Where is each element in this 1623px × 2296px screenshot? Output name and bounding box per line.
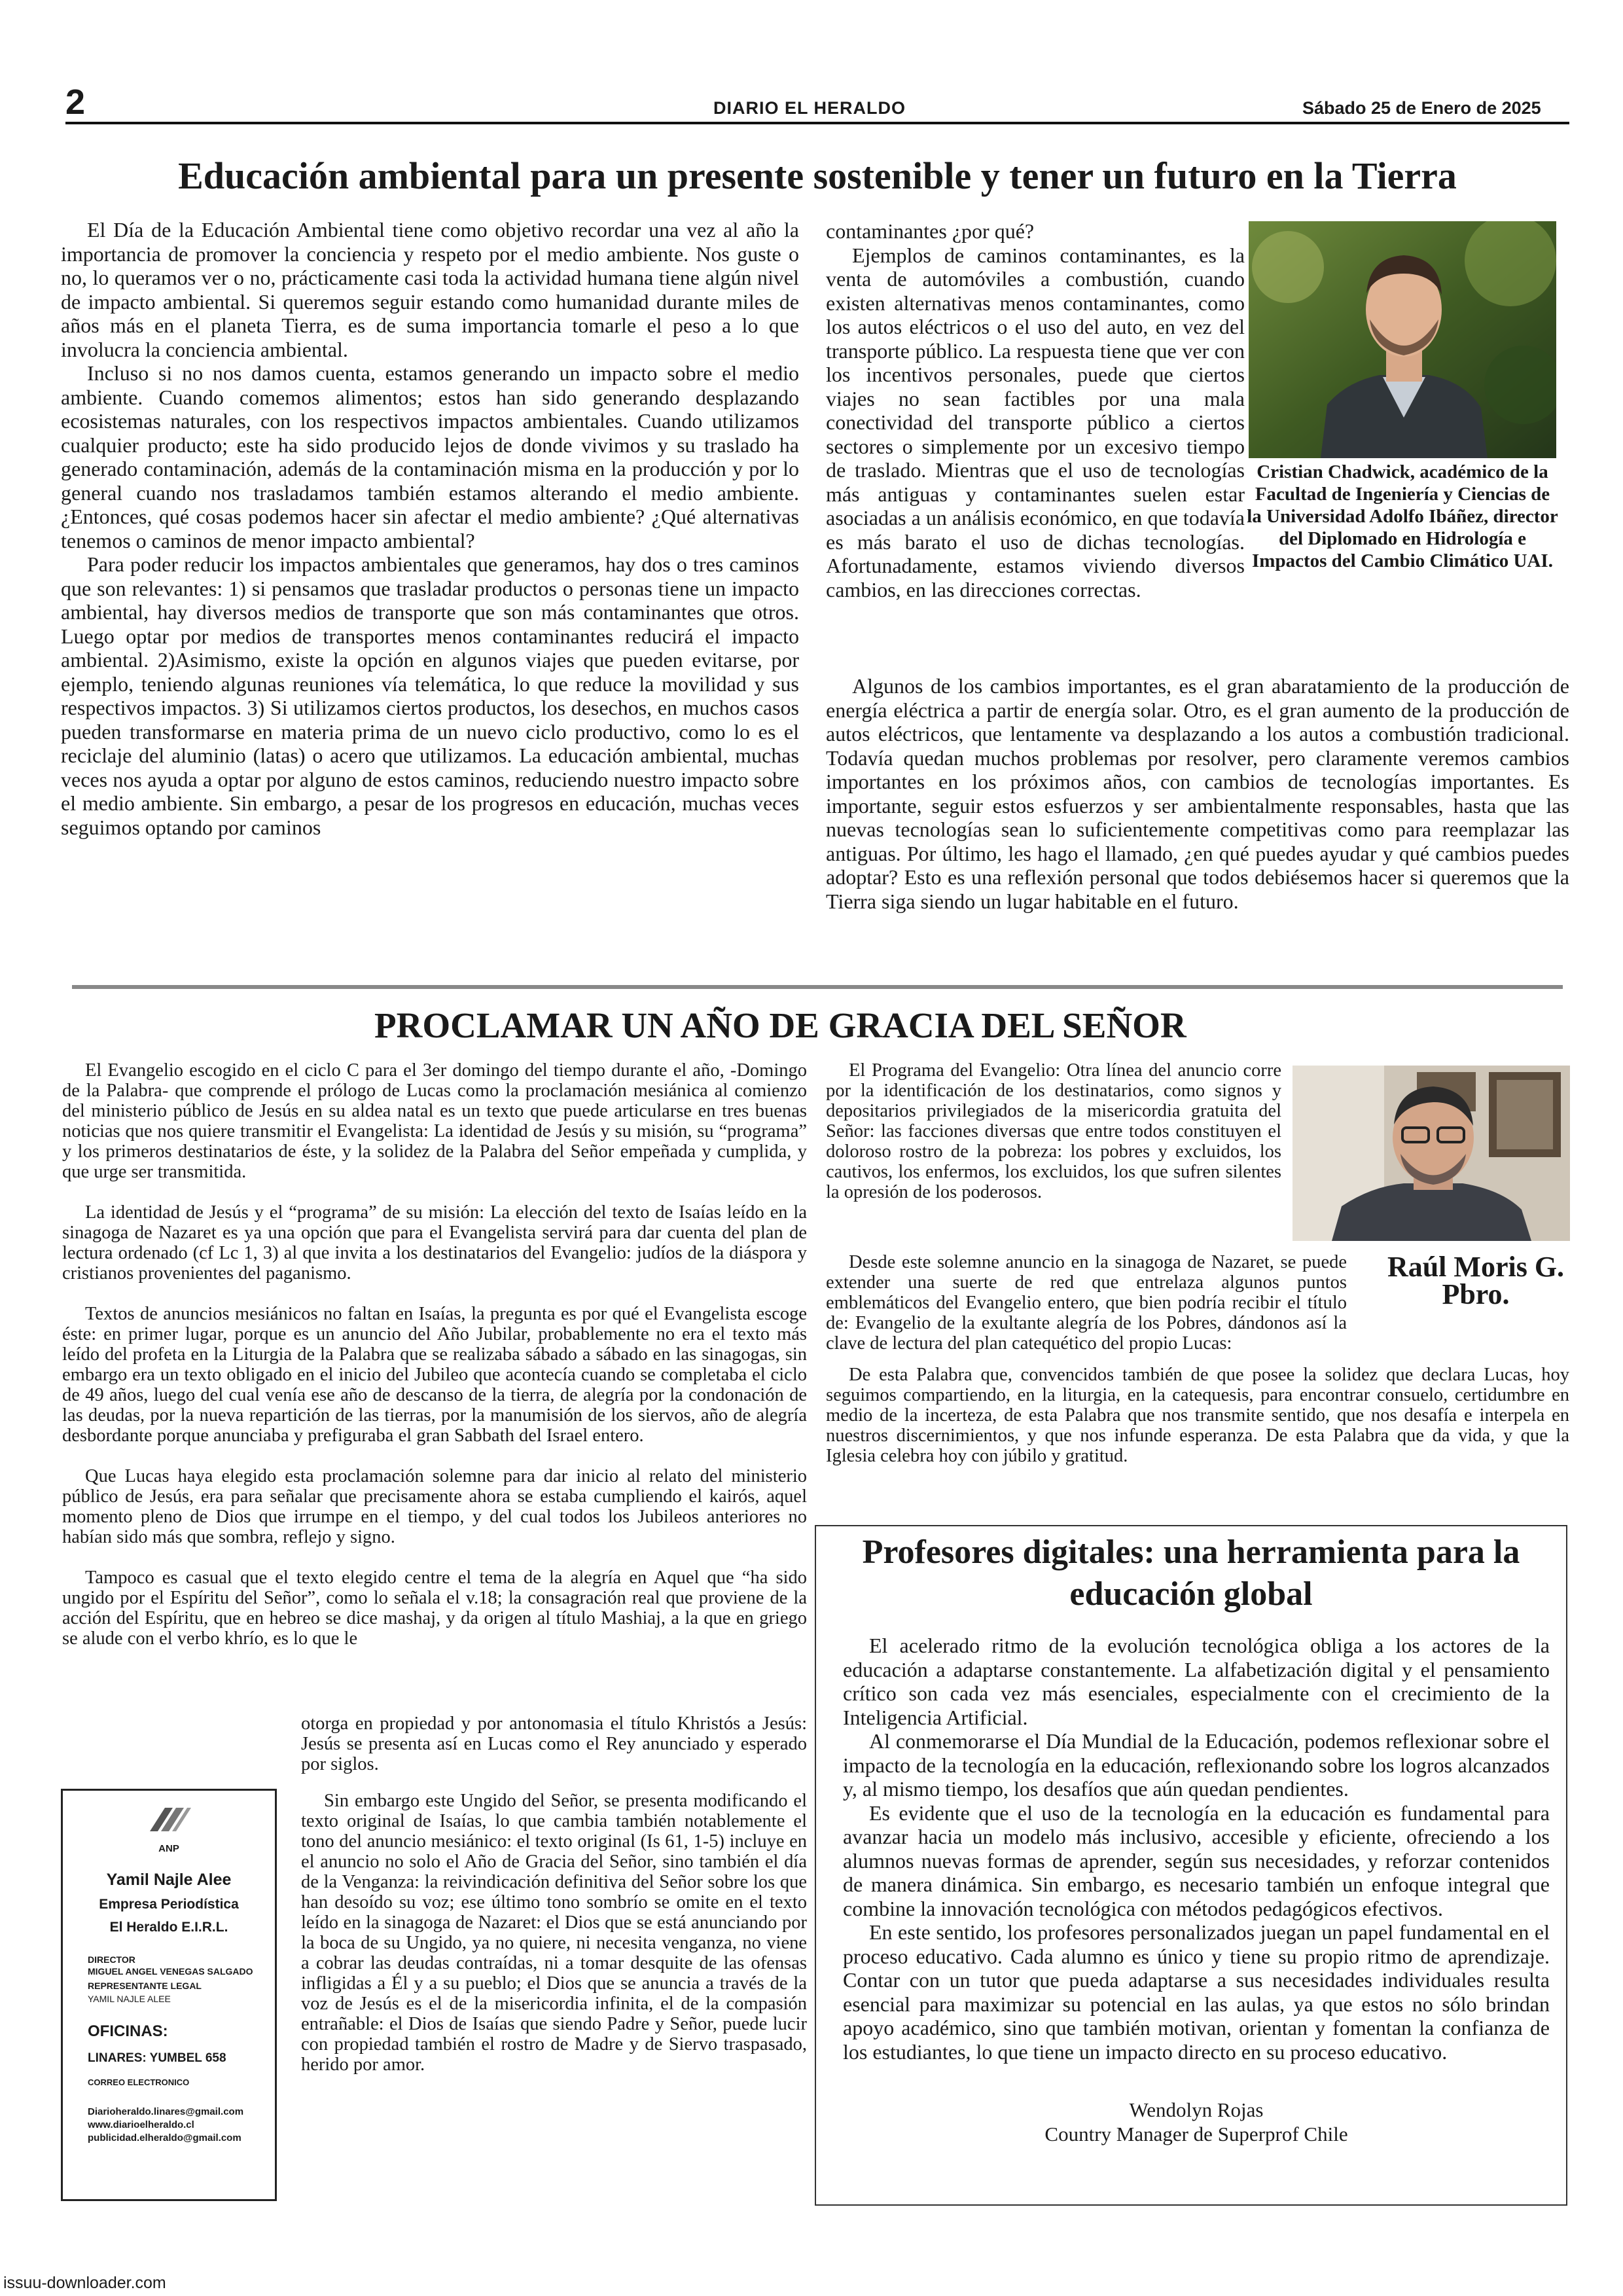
signature-name: Wendolyn Rojas: [1129, 2098, 1264, 2121]
anp-logo-icon: [147, 1805, 192, 1839]
email-label: CORREO ELECTRONICO: [88, 2077, 190, 2087]
issue-date: Sábado 25 de Enero de 2025: [1302, 98, 1541, 118]
article3-paragraph: En este sentido, los profesores personalizados juegan un papel fundamental en el proceso educativo. Cada alumno es único y tiene su propio ritmo de aprendizaje. Contar con un tutor que pueda adaptarse a sus necesidades individuales resulta esencial para maximizar su potencial en las aulas, ya que estos no sólo brindan apoyo académico, sino que también motivan, orientan y fomentan la confianza de los estudiantes, lo que tiene un impacto directo en su proceso educativo.: [843, 1920, 1550, 2064]
author-title: Pbro.: [1442, 1278, 1510, 1310]
director-name: MIGUEL ANGEL VENEGAS SALGADO: [88, 1966, 253, 1977]
author-photo-chadwick: [1249, 221, 1556, 458]
article1-column-1: [61, 218, 799, 839]
offices-label: OFICINAS:: [88, 2022, 168, 2040]
publisher-info-box: [61, 1789, 277, 2201]
signature-role: Country Manager de Superprof Chile: [1044, 2123, 1348, 2145]
article3-paragraph: Es evidente que el uso de la tecnología en la educación es fundamental para avanzar hacia un modelo más inclusivo, accesible y eficiente, ofreciendo a los alumnos nuevas formas de aprender, según sus necesidades, y reforzar contenidos de manera dinámica. Sin embargo, es necesario también un enfoque integral que combine la innovación tecnológica con métodos pedagógicos efectivos.: [843, 1801, 1550, 1920]
article2-closing: [826, 1365, 1569, 1486]
article1-paragraph: Algunos de los cambios importantes, es el gran abaratamiento de la producción de energía eléctrica a partir de energía solar. Otro, es el gran aumento de la producción de autos eléctricos, que lentamente va desplazando a los autos a combustión tradicional. Todavía quedan muchos problemas por resolver, pero claramente veremos cambios importantes en los próximos años, con cambios de tecnologías importantes. Es importante, seguir estos esfuerzos y ser ambientalmente responsables, hasta que las nuevas tecnologías sean lo suficientemente competitivas como para reemplazar las antiguas. Por último, les hago el llamado, ¿en qué puedes ayudar y qué cambios puedes adoptar? Esto es una reflexión personal que todos debiésemos hacer si queremos que la Tierra siga siendo un lugar habitable en el futuro.: [826, 674, 1569, 913]
director-label: DIRECTOR: [88, 1954, 135, 1965]
article2-paragraph: Textos de anuncios mesiánicos no faltan en Isaías, la pregunta es por qué el Evangelista escoge éste: en primer lugar, porque es un anuncio del Año Jubilar, probablemente no era el texto más leído del profeta en la Liturgia de la Palabra que se realizaba sábado a sábado en las sinagogas, sin embargo era un texto obligado en el inicio del Jubileo que acontecía cuando se completaba el ciclo de 49 años, luego del cual venía ese año de descanso de la tierra, de alegría por la condonación de las deudas, por la nueva repartición de las tierras, por la manumisión de los siervos, año de alegría desbordante porque anunciaba y prefiguraba el gran Sabbath del Israel entero.: [62, 1304, 807, 1446]
article3-body: [843, 1634, 1550, 2064]
masthead: DIARIO EL HERALDO: [713, 98, 906, 118]
author-photo-moris: [1293, 1066, 1570, 1241]
anp-logo-text: ANP: [158, 1843, 179, 1854]
article2-paragraph: Que Lucas haya elegido esta proclamación solemne para dar inicio al relato del ministerio público de Jesús, era para señalar que precisamente ahora se estaba cumpliendo el kairós, aquel momento pleno de Dios que irrumpe en el tiempo, y del cual todos los Jubileos anteriores no habían sido más que sombra, reflejo y signo.: [62, 1466, 807, 1547]
article3-paragraph: El acelerado ritmo de la evolución tecnológica obliga a los actores de la educación a adaptarse constantemente. La alfabetización digital y el pensamiento crítico son cada vez más esenciales, especialmente con el crecimiento de la Inteligencia Artificial.: [843, 1634, 1550, 1729]
section-divider: [72, 985, 1563, 989]
author-name: Raúl Moris G.: [1387, 1251, 1565, 1283]
page-number: 2: [65, 82, 86, 122]
article2-title: PROCLAMAR UN AÑO DE GRACIA DEL SEÑOR: [374, 1005, 1186, 1045]
article2-paragraph: Sin embargo este Ungido del Señor, se presenta modificando el texto original de Isaías, lo que cambia también notablemente el tono del anuncio mesiánico: el texto original (Is 61, 1-5) incluye en el anuncio no solo el Año de Gracia del Señor, sino también el día de la Venganza: la reivindicación definitiva del Señor sobre los que han desoído su voz; ese último tono sombrío se omite en el texto leído en la sinagoga de Nazaret: el Dios que se está anunciando por la boca de su Ungido, ya no quiere, ni necesita venganza, no viene a cobrar las deudas contraídas, ni a tomar desquite de las ofensas infligidas a Él y a su pueblo; el Dios que se anuncia a través de la voz de Jesús es el de la misericordia infinita, el de la compasión entrañable: el Dios de Isaías que siendo Padre y Señor, puede lucir con propiedad también el rostro de Madre y de Siervo traspasado, herido por amor.: [301, 1791, 807, 2075]
photo-caption: Cristian Chadwick, académico de la Facultad de Ingeniería y Ciencias de la Universidad Adolfo Ibáñez, director del Diplomado en Hidrología e Impactos del Cambio Climático UAI.: [1247, 461, 1558, 571]
article1-column-2: [826, 219, 1245, 601]
article2-paragraph: El Evangelio escogido en el ciclo C para el 3er domingo del tiempo durante el año, -Domingo de la Palabra- que comprende el prólogo de Lucas como la proclamación mesiánica al comienzo del ministerio público de Jesús en su aldea natal es un texto que puede articularse en tres buenas noticias que nos quiere transmitir el Evangelista: La identidad de Jesús y su misión, su “programa” y los primeros destinatarios de éste, y la solidez de la Palabra del Señor empeñada y cumplida, y que urge ser transmitida.: [62, 1060, 807, 1182]
article1-paragraph: contaminantes ¿por qué?: [826, 219, 1035, 243]
owner-name: Yamil Najle Alee: [106, 1871, 232, 1889]
article2-paragraph: otorga en propiedad y por antonomasia el título Khristós a Jesús: Jesús se presenta así en Lucas como el Rey anunciado y esperado por siglos.: [301, 1713, 807, 1774]
watermark: issuu-downloader.com: [3, 2274, 166, 2292]
email-address: Diarioheraldo.linares@gmail.com: [88, 2106, 244, 2117]
offices-address: LINARES: YUMBEL 658: [88, 2051, 226, 2065]
article1-closing: [826, 674, 1569, 913]
company-line: Empresa Periodística: [99, 1897, 239, 1912]
article1-paragraph: Para poder reducir los impactos ambientales que generamos, hay dos o tres caminos que son relevantes: 1) si pensamos que trasladar productos o personas tiene un impacto ambiental, hay diversos medios de transporte que son más contaminantes que otros. Luego optar por medios de transportes menos contaminantes reducirá el impacto ambiental. 2)Asimismo, existe la opción en algunos viajes que pueden evitarse, por ejemplo, teniendo algunas reuniones vía telemática, lo que reduce la movilidad y sus respectivos impactos. 3) Si utilizamos ciertos productos, los desechos, en muchos casos pueden transformarse en materia prima de un nuevo ciclo productivo, como lo es el reciclaje del aluminio (latas) o acero que utilizamos. La educación ambiental, muchas veces nos ayuda a optar por alguno de estos caminos, reduciendo nuestro impacto sobre el medio ambiente. Sin embargo, a pesar de los progresos en educación, muchas veces seguimos optando por caminos: [61, 552, 799, 839]
article2-column-2: [826, 1060, 1281, 1223]
article2-author: [1378, 1253, 1574, 1308]
article3-signature: [843, 2098, 1550, 2146]
article3-title: Profesores digitales: una herramienta para la educación global: [862, 1534, 1520, 1613]
legal-rep-label: REPRESENTANTE LEGAL: [88, 1981, 202, 1991]
header-rule: [65, 122, 1569, 124]
company-line: El Heraldo E.I.R.L.: [109, 1920, 228, 1935]
email-address: publicidad.elheraldo@gmail.com: [88, 2132, 241, 2144]
article3-paragraph: Al conmemorarse el Día Mundial de la Educación, podemos reflexionar sobre el impacto de la tecnología en la educación, reflexionando sobre los logros alcanzados y, al mismo tiempo, los desafíos que aún quedan pendientes.: [843, 1729, 1550, 1801]
legal-rep-name: YAMIL NAJLE ALEE: [88, 1994, 171, 2004]
article1-paragraph: Incluso si no nos damos cuenta, estamos generando un impacto sobre el medio ambiente. Cuando comemos alimentos; estos han sido generando desplazando ecosistemas naturales, con los respectivos impactos ambientales. Cuando utilizamos cualquier producto; este ha sido producido lejos de donde vivimos y su traslado ha generado contaminación, además de la contaminación misma en la producción y por lo general cuando nos trasladamos también estamos alterando el medio ambiente. ¿Entonces, qué cosas podemos hacer sin afectar el medio ambiente? ¿Qué alternativas tenemos o caminos de menor impacto ambiental?: [61, 361, 799, 552]
article2-column-2-continued: [826, 1252, 1347, 1374]
article2-paragraph: Tampoco es casual que el texto elegido centre el tema de la alegría en Aquel que “ha sido ungido por el Espíritu del Señor”, como lo señala el v.18; la consagración real que proviene de la acción del Espíritu, que en hebreo se dice mashaj, y da origen al título Mashiaj, a la que en griego se alude con el verbo khrío, es lo que le: [62, 1568, 807, 1649]
article2-paragraph: Desde este solemne anuncio en la sinagoga de Nazaret, se puede extender una suerte de red que entrelaza algunos puntos emblemáticos del Evangelio entero, que bien podría recibir el título de: Evangelio de la exultante alegría de los Pobres, dándonos así la clave de lectura del plan catequético del propio Lucas:: [826, 1252, 1347, 1354]
website: www.diarioelheraldo.cl: [88, 2119, 194, 2130]
article2-paragraph: De esta Palabra que, convencidos también de que posee la solidez que declara Lucas, hoy seguimos compartiendo, en la liturgia, en la catequesis, para encontrar consuelo, certidumbre en medio de la incerteza, de esta Palabra que nos transmite sentido, que nos desafía e interpela en nuestros discernimientos, y que nos infunde esperanza. De esta Palabra que da vida, y que la Iglesia celebra hoy con júbilo y gratitud.: [826, 1365, 1569, 1466]
article1-paragraph: El Día de la Educación Ambiental tiene como objetivo recordar una vez al año la importancia de promover la conciencia y respeto por el medio ambiente. Nos guste o no, lo queramos ver o no, prácticamente casi toda la actividad humana tiene algún nivel de impacto ambiental. Si queremos seguir estando como humanidad durante miles de años más en el planeta Tierra, es de suma importancia tomarle el peso a lo que involucra la conciencia ambiental.: [61, 218, 799, 361]
article2-paragraph: El Programa del Evangelio: Otra línea del anuncio corre por la identificación de los destinatarios, como signos y depositarios privilegiados de la misericordia gratuita del Señor: las facciones diversas que entre todos constituyen el doloroso rostro de la pobreza: los pobres y excluidos, los cautivos, los enfermos, los excluidos, los que sufren silentes la opresión de los poderosos.: [826, 1060, 1281, 1202]
article1-paragraph: Ejemplos de caminos contaminantes, es la venta de automóviles a combustión, cuando existen alternativas menos contaminantes, como los autos eléctricos o el uso del auto, en vez del transporte público. La respuesta tiene que ver con los incentivos personales, puede que ciertos viajes no sean factibles por una mala conectividad del transporte público a ciertos sectores o simplemente por un excesivo tiempo de traslado. Mientras que el uso de tecnologías más antiguas y contaminantes suelen estar asociadas a un análisis económico, en que todavía es más barato el uso de dichas tecnologías. Afortunadamente, estamos viviendo diversos cambios, en las direcciones correctas.: [826, 243, 1245, 601]
article1-title: Educación ambiental para un presente sostenible y tener un futuro en la Tierra: [178, 154, 1457, 197]
article2-column-1: [62, 1060, 807, 1669]
article2-column-1-continued: [301, 1713, 807, 2095]
article2-paragraph: La identidad de Jesús y el “programa” de su misión: La elección del texto de Isaías leído en la sinagoga de Nazaret es ya una opción que para el Evangelista servirá para dar cuenta del plan de lectura ordenado (cf Lc 1, 3) al que invita a los destinatarios del Evangelio: judíos de la diáspora y cristianos provenientes del paganismo.: [62, 1202, 807, 1283]
